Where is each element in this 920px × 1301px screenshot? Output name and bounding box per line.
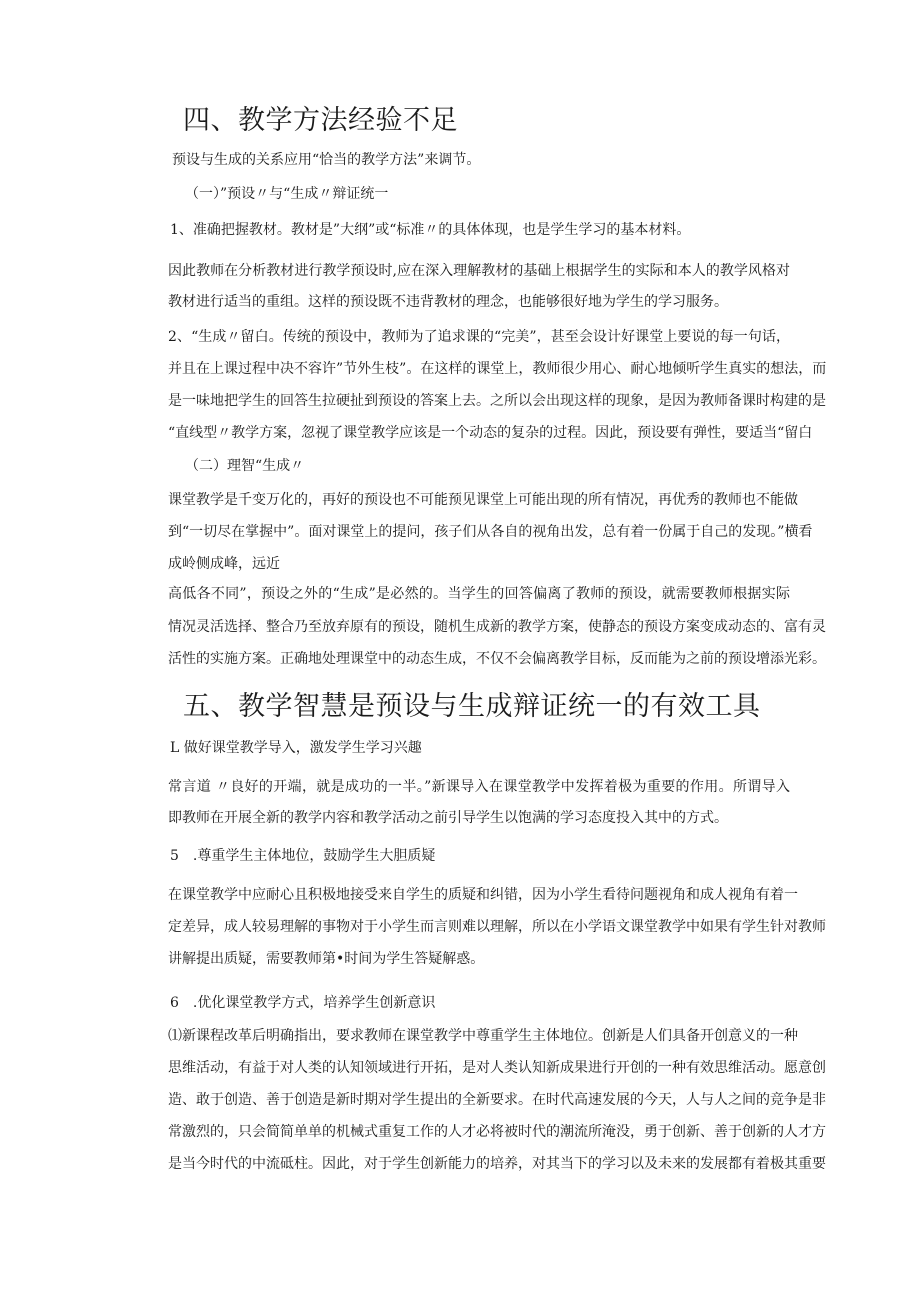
subheading: （一）”预设〃与“生成〃辩证统一: [185, 186, 389, 202]
paragraph-line: 常激烈的，只会简简单单的机械式重复工作的人才必将被时代的潮流所淹没，勇于创新、善于创新的人才方: [168, 1124, 826, 1140]
paragraph-line: 情况灵活选择、整合乃至放弃原有的预设，随机生成新的教学方案，使静态的预设方案变成动态的、富有灵: [168, 619, 826, 635]
subheading: （二）理智“生成〃: [185, 458, 305, 474]
numbered-item: L 做好课堂教学导入，激发学生学习兴趣: [170, 740, 422, 756]
paragraph-line: 常言道 〃良好的开端，就是成功的一半。”新课导入在课堂教学中发挥着极为重要的作用。所谓导入: [168, 779, 790, 795]
numbered-item: 5 .尊重学生主体地位，鼓励学生大胆质疑: [170, 848, 436, 864]
paragraph-line: 在课堂教学中应耐心且积极地接受来自学生的质疑和纠错，因为小学生看待问题视角和成人视角有着一: [168, 887, 798, 903]
paragraph-line: 教材进行适当的重组。这样的预设既不违背教材的理念，也能够很好地为学生的学习服务。: [168, 294, 728, 310]
paragraph-line: 活性的实施方案。正确地处理课堂中的动态生成，不仅不会偏离教学目标，反而能为之前的预设增添光彩。: [168, 651, 826, 667]
numbered-item: 6 .优化课堂教学方式，培养学生创新意识: [170, 995, 436, 1011]
numbered-item: 1、准确把握教材。教材是”大纲”或“标准〃的具体体现，也是学生学习的基本材料。: [170, 222, 691, 238]
paragraph-line: 即教师在开展全新的教学内容和教学活动之前引导学生以饱满的学习态度投入其中的方式。: [168, 810, 728, 826]
paragraph-line: 到“一切尽在掌握中”。面对课堂上的提问，孩子们从各自的视角出发，总有着一份属于自己的发现。”横看: [168, 524, 813, 540]
paragraph-line: 成岭侧成峰，远近: [168, 556, 280, 572]
paragraph-line: 并且在上课过程中决不容许”节外生枝”。在这样的课堂上，教师很少用心、耐心地倾听学生真实的想法，而: [168, 361, 827, 377]
paragraph-line: 因此教师在分析教材进行教学预设时,应在深入理解教材的基础上根据学生的实际和本人的教学风格对: [168, 263, 790, 279]
paragraph-line: 讲解提出质疑，需要教师第•时间为学生答疑解惑。: [168, 951, 485, 967]
paragraph-line: 造、敢于创造、善于创造是新时期对学生提出的全新要求。在时代高速发展的今天，人与人之间的竞争是非: [168, 1092, 826, 1108]
paragraph-line: 思维活动，有益于对人类的认知领域进行开拓，是对人类认知新成果进行开创的一种有效思维活动。愿意创: [168, 1060, 826, 1076]
paragraph-line: 预设与生成的关系应用“恰当的教学方法”来调节。: [172, 152, 481, 168]
paragraph-line: ⑴新课程改革后明确指出，要求教师在课堂教学中尊重学生主体地位。创新是人们具备开创意义的一种: [168, 1028, 798, 1044]
section-heading-5: 五、教学智慧是预设与生成辩证统一的有效工具: [183, 691, 761, 722]
paragraph-line: 定差异，成人较易理解的事物对于小学生而言则难以理解，所以在小学语文课堂教学中如果有学生针对教师: [168, 919, 826, 935]
section-heading-4: 四、教学方法经验不足: [183, 105, 458, 136]
numbered-item: 2、“生成〃留白。传统的预设中，教师为了追求课的“完美”，甚至会设计好课堂上要说的每一句话，: [168, 329, 790, 345]
paragraph-line: 是当今时代的中流砥柱。因此，对于学生创新能力的培养，对其当下的学习以及未来的发展都有着极其重要: [168, 1156, 826, 1172]
paragraph-line: 课堂教学是千变万化的，再好的预设也不可能预见课堂上可能出现的所有情况，再优秀的教师也不能做: [168, 492, 798, 508]
paragraph-line: 是一味地把学生的回答生拉硬扯到预设的答案上去。之所以会出现这样的现象，是因为教师备课时构建的是: [168, 393, 826, 409]
paragraph-line: “直线型〃教学方案，忽视了课堂教学应该是一个动态的复杂的过程。因此，预设要有弹性，要适当“留白: [168, 425, 813, 441]
paragraph-line: 高低各不同”，预设之外的“生成”是必然的。当学生的回答偏离了教师的预设，就需要教师根据实际: [168, 586, 790, 602]
